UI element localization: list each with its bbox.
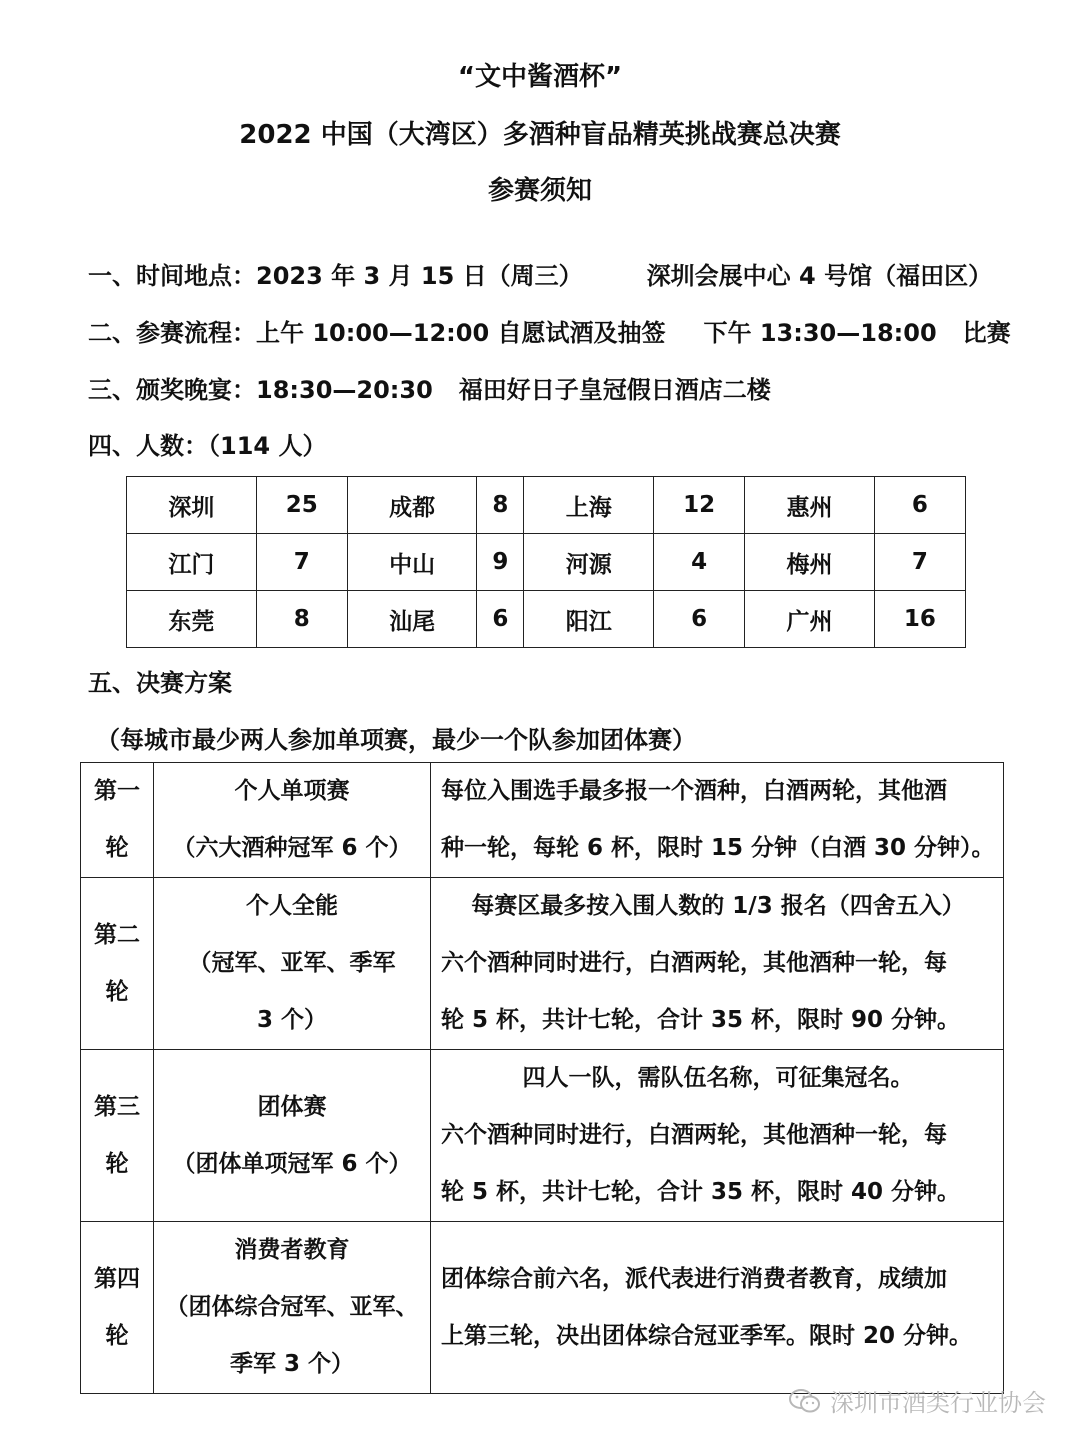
round-event [154,1050,431,1222]
city-row [127,534,966,591]
city-count: 6 [654,591,745,648]
round-number-part: 轮 [105,1150,129,1177]
city-name: 中山 [347,534,477,591]
city-name: 上海 [524,477,654,534]
watermark-text: 深圳市酒类行业协会 [830,1389,1046,1417]
section-time-place [88,256,992,291]
round-description [431,763,1004,878]
city-name: 汕尾 [347,591,477,648]
round-description [431,1050,1004,1222]
event-line: （六大酒种冠军 6 个） [172,835,412,861]
section-final-plan: 五、决赛方案 [88,669,232,697]
city-name: 广州 [745,591,875,648]
round-event [154,1222,431,1394]
event-line: 团体赛 [257,1093,327,1120]
city-count: 7 [256,534,347,591]
description-line: 上第三轮，决出团体综合冠亚季军。限时 20 分钟。 [441,1322,973,1349]
section-headcount: 四、人数：（114 人） [88,432,327,460]
round-description [431,878,1004,1050]
s1-label: 一、时间地点： [88,262,256,290]
round-row [81,1050,1004,1222]
event-line: （团体综合冠军、亚军、 [165,1294,419,1320]
city-count: 12 [654,477,745,534]
city-count: 4 [654,534,745,591]
city-count: 6 [874,477,965,534]
round-number-part: 轮 [105,1322,129,1349]
city-count: 8 [256,591,347,648]
round-number-part: 轮 [105,835,129,861]
round-number-part: 第四 [94,1265,140,1292]
city-name: 东莞 [127,591,257,648]
section-final-note: （每城市最少两人参加单项赛，最少一个队参加团体赛） [96,726,696,754]
round-row [81,763,1004,878]
doc-title-1: “文中酱酒杯” [457,62,623,92]
round-number-part: 第一 [94,778,140,804]
city-name: 阳江 [524,591,654,648]
event-line: （团体单项冠军 6 个） [172,1150,412,1177]
round-number [81,878,154,1050]
round-number-part: 第二 [94,921,140,948]
city-count-table [126,476,966,648]
s1-time: 2023 年 3 月 15 日（周三） [256,262,583,290]
description-line: 六个酒种同时进行，白酒两轮，其他酒种一轮，每 [441,1122,947,1148]
doc-title-3: 参赛须知 [487,176,592,206]
round-description [431,1222,1004,1394]
s3-place: 福田好日子皇冠假日酒店二楼 [458,376,771,404]
city-name: 江门 [127,534,257,591]
section-banquet [88,370,771,405]
city-name: 成都 [347,477,477,534]
city-name: 深圳 [127,477,257,534]
round-row [81,1222,1004,1394]
description-line: 团体综合前六名，派代表进行消费者教育，成绩加 [441,1265,947,1292]
city-count: 7 [874,534,965,591]
round-number [81,1050,154,1222]
round-number-part: 第三 [94,1093,140,1120]
city-count: 25 [256,477,347,534]
wechat-icon [788,1388,822,1414]
description-line: 六个酒种同时进行，白酒两轮，其他酒种一轮，每 [441,950,947,976]
event-line: 消费者教育 [234,1237,350,1263]
event-line: （冠军、亚军、季军 [188,950,396,976]
city-count: 9 [477,534,524,591]
description-line: 每赛区最多按入围人数的 1/3 报名（四舍五入） [471,893,965,919]
description-line: 轮 5 杯，共计七轮，合计 35 杯，限时 90 分钟。 [441,1007,961,1033]
round-row [81,878,1004,1050]
s2-pm: 下午 13:30—18:00 [703,319,937,347]
watermark [788,1383,1046,1418]
s2-label: 二、参赛流程： [88,319,256,347]
city-count: 8 [477,477,524,534]
city-count: 16 [874,591,965,648]
city-name: 梅州 [745,534,875,591]
s1-place: 深圳会展中心 4 号馆（福田区） [646,262,993,290]
section-process [88,313,1011,348]
event-line: 个人全能 [246,893,338,919]
round-event [154,763,431,878]
s3-label: 三、颁奖晚宴： [88,376,256,404]
round-number-part: 轮 [105,978,129,1005]
city-name: 河源 [524,534,654,591]
s3-time: 18:30—20:30 [256,376,433,404]
description-line: 轮 5 杯，共计七轮，合计 35 杯，限时 40 分钟。 [441,1179,961,1205]
event-line: 3 个） [256,1007,327,1033]
description-line: 每位入围选手最多报一个酒种，白酒两轮，其他酒 [441,778,947,804]
city-row [127,477,966,534]
event-line: 个人单项赛 [234,778,350,804]
description-line: 四人一队，需队伍名称，可征集冠名。 [522,1065,914,1091]
city-count: 6 [477,591,524,648]
city-name: 惠州 [745,477,875,534]
s2-pm-item: 比赛 [962,319,1011,347]
round-number [81,763,154,878]
round-number [81,1222,154,1394]
event-line: 季军 3 个） [229,1351,355,1377]
final-rounds-table [80,762,1004,1394]
round-event [154,878,431,1050]
description-line: 种一轮，每轮 6 杯，限时 15 分钟（白酒 30 分钟）。 [441,835,995,861]
s2-am: 上午 10:00—12:00 自愿试酒及抽签 [256,319,666,347]
doc-title-2: 2022 中国（大湾区）多酒种盲品精英挑战赛总决赛 [239,120,841,150]
city-row [127,591,966,648]
